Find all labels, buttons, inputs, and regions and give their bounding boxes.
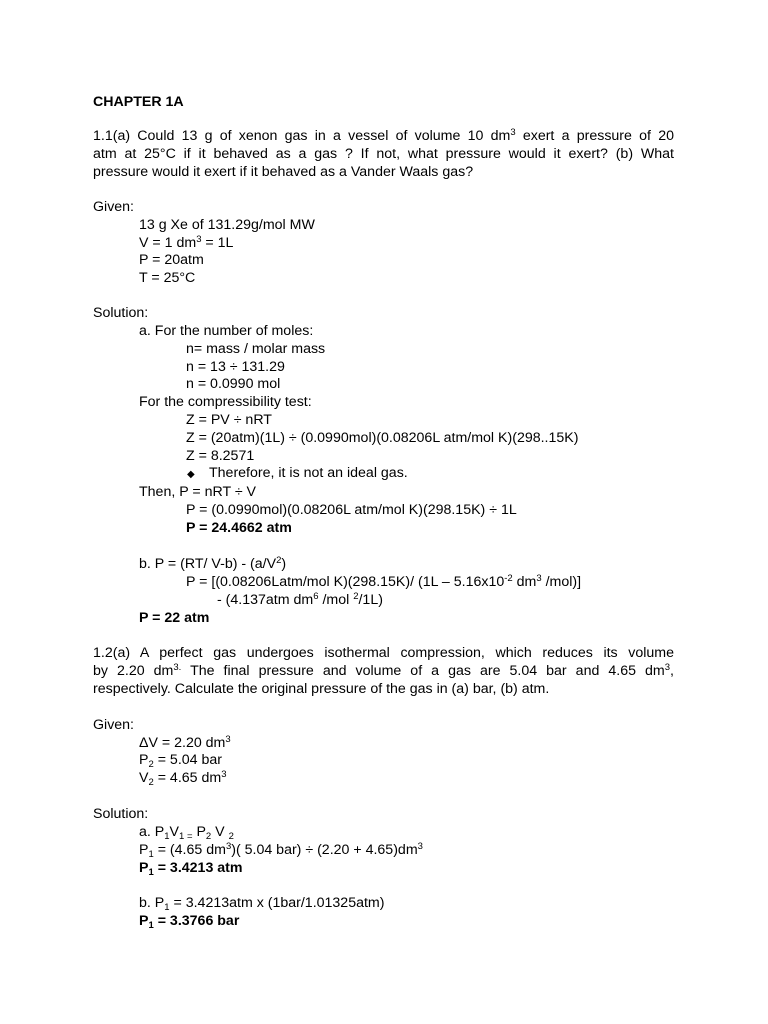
then-formula: Then, P = nRT ÷ V [139,484,257,500]
given-temperature: T = 25°C [139,270,196,286]
pressure-substitution: P = (0.0990mol)(0.08206L atm/mol K)(298.15K) ÷ 1L [186,502,517,518]
boyle-law: a. $P_1V_{1 =}$ $P_2$ V $_2$ [139,824,234,842]
solution-label: Solution: [93,305,149,321]
p1-substitution: $P_1 = (4.65$ $dm^3$)( 5.04 $bar) \div (2.20 + 4.65)dm^3$ [139,841,423,860]
moles-formula: n= mass / molar mass [186,341,326,357]
z-result: Z = 8.2571 [186,448,255,464]
diamond-bullet-icon: ◆ [187,469,195,480]
problem-1-2-line-1: 1.2(a) A perfect gas undergoes isothermal compression, which reduces its volume [93,645,674,661]
pressure-answer-b: P = 22 atm [139,610,210,626]
vdw-formula: b. P = (RT/ $V-b) - (a/V^2)$ [139,555,287,572]
given-volume: V = 1 $dm^3 = 1L$ [139,234,234,251]
p1-conversion: b. $P_1 = 3.4213atm$ x (1bar/1.01325atm) [139,895,385,913]
conclusion-text: Therefore, it is not an ideal gas. [209,465,408,481]
moles-result: n = 0.0990 mol [186,376,281,392]
p1-answer-bar: $P_1 = 3.3766$ bar [139,913,240,931]
given-v2: $V_2 = 4.65$ $dm^3$ [139,769,227,788]
z-substitution: Z = (20atm)(1L) ÷ (0.0990mol)(0.08206L atm/mol K)(298..15K) [186,430,579,446]
problem-1-1-line-2: atm at 25°C if it behaved as a gas ? If not, what pressure would it exert? (b) What [93,146,674,162]
vdw-substitution-1: P = [(0.08206Latm/mol K)(298.15K)/ ($1L - 5.16x10^{-2}$ $dm^3$ /mol)] [186,573,582,590]
moles-substitution: n = 13 ÷ 131.29 [186,359,285,375]
problem-1-2-line-2: by 2.20 $dm^{3.}$ The final pressure and volume of a gas are 5.04 bar and 4.65 $dm^3$, [93,662,674,679]
p1-answer-atm: $P_1 = 3.4213$ atm [139,860,243,878]
given-p2: $P_2 = 5.04$ bar [139,752,222,770]
pressure-answer-a: P = 24.4662 atm [186,520,292,536]
chapter-title: CHAPTER 1A [93,94,184,110]
vdw-substitution-2: - (4.137atm $dm^6$ /mol $^2$/1L) [217,591,383,608]
compressibility-label: For the compressibility test: [139,394,312,410]
given-delta-v: ΔV = 2.20 $dm^3$ [139,734,231,751]
problem-1-1-line-3: pressure would it exert if it behaved as a Vander Waals gas? [93,164,474,180]
problem-1-1-line-1: 1.1(a) Could 13 g of xenon gas in a vessel of volume 10 $dm^3$ exert a pressure of 20 [93,127,674,144]
part-a-label: a. For the number of moles: [139,323,314,339]
solution-label-2: Solution: [93,806,149,822]
given-label: Given: [93,199,135,215]
given-mass: 13 g Xe of 131.29g/mol MW [139,217,315,233]
problem-1-2-line-3: respectively. Calculate the original pressure of the gas in (a) bar, (b) atm. [93,681,550,697]
z-formula: Z = PV ÷ nRT [186,412,272,428]
given-label-2: Given: [93,717,135,733]
given-pressure: P = 20atm [139,252,204,268]
